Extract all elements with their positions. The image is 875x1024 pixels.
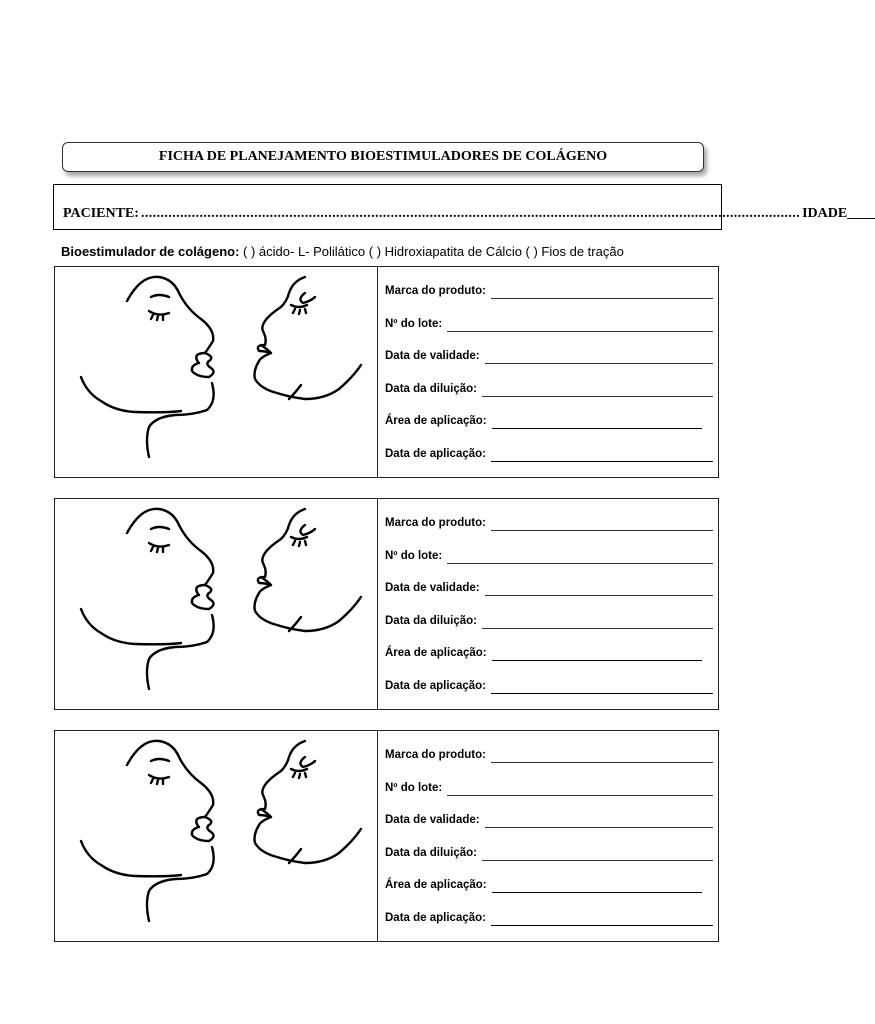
brand-input[interactable]: [491, 517, 713, 531]
app-date-input[interactable]: [491, 912, 713, 926]
dilution-row: [385, 847, 713, 880]
app-date-label: Data de aplicação:: [385, 447, 486, 460]
application-card-3: [54, 730, 719, 942]
area-label: Área de aplicação:: [385, 647, 487, 660]
expiry-input[interactable]: [485, 814, 713, 828]
bioestimulador-options[interactable]: ( ) ácido- L- Polilático ( ) Hidroxiapatita de Cálcio ( ) Fios de tração: [243, 244, 624, 259]
application-card-2: [54, 498, 719, 710]
expiry-input[interactable]: [485, 582, 713, 596]
fields-1: [385, 285, 713, 481]
application-card-1: [54, 266, 719, 478]
expiry-label: Data de validade:: [385, 582, 480, 595]
lot-input[interactable]: [447, 782, 713, 796]
app-date-input[interactable]: [491, 448, 713, 462]
dilution-input[interactable]: [482, 615, 713, 629]
brand-input[interactable]: [491, 749, 713, 763]
lot-label: Nº do lote:: [385, 549, 443, 562]
patient-label: PACIENTE:: [63, 206, 139, 221]
area-input[interactable]: [492, 647, 702, 661]
dilution-label: Data da diluição:: [385, 846, 478, 859]
app-date-input[interactable]: [491, 680, 713, 694]
lot-input[interactable]: [447, 318, 713, 332]
area-row: [385, 879, 713, 912]
brand-row: [385, 749, 713, 782]
brand-label: Marca do produto:: [385, 749, 486, 761]
dilution-input[interactable]: [482, 383, 713, 397]
patient-line: [63, 206, 875, 222]
brand-label: Marca do produto:: [385, 517, 486, 529]
app-date-row: [385, 912, 713, 945]
face-profiles-icon: [55, 499, 378, 709]
brand-input[interactable]: [491, 285, 713, 299]
brand-row: [385, 285, 713, 318]
fields-2: [385, 517, 713, 713]
expiry-row: [385, 814, 713, 847]
form-title: FICHA DE PLANEJAMENTO BIOESTIMULADORES DE COLÁGENO: [62, 142, 704, 172]
app-date-row: [385, 680, 713, 713]
brand-label: Marca do produto:: [385, 285, 486, 297]
app-date-label: Data de aplicação:: [385, 911, 486, 924]
bioestimulador-label: Bioestimulador de colágeno:: [61, 244, 240, 259]
area-label: Área de aplicação:: [385, 415, 487, 428]
dilution-label: Data da diluição:: [385, 614, 478, 627]
area-input[interactable]: [492, 415, 702, 429]
bioestimulador-line: [61, 244, 624, 259]
patient-box: [53, 184, 875, 230]
lot-row: [385, 782, 713, 815]
fields-3: [385, 749, 713, 945]
expiry-row: [385, 350, 713, 383]
area-input[interactable]: [492, 879, 702, 893]
lot-label: Nº do lote:: [385, 781, 443, 794]
expiry-input[interactable]: [485, 350, 713, 364]
dilution-row: [385, 615, 713, 648]
lot-input[interactable]: [447, 550, 713, 564]
area-label: Área de aplicação:: [385, 879, 487, 892]
dilution-label: Data da diluição:: [385, 382, 478, 395]
brand-row: [385, 517, 713, 550]
expiry-row: [385, 582, 713, 615]
expiry-label: Data de validade:: [385, 814, 480, 827]
area-row: [385, 647, 713, 680]
face-profiles-icon: [55, 267, 378, 477]
app-date-label: Data de aplicação:: [385, 679, 486, 692]
lot-row: [385, 550, 713, 583]
dilution-row: [385, 383, 713, 416]
face-profiles-icon: [55, 731, 378, 941]
lot-row: [385, 318, 713, 351]
age-label: IDADE____: [802, 206, 875, 221]
dilution-input[interactable]: [482, 847, 713, 861]
area-row: [385, 415, 713, 448]
patient-name-field[interactable]: .........................................................................................................................................................................: [140, 206, 801, 221]
expiry-label: Data de validade:: [385, 350, 480, 363]
app-date-row: [385, 448, 713, 481]
lot-label: Nº do lote:: [385, 317, 443, 330]
